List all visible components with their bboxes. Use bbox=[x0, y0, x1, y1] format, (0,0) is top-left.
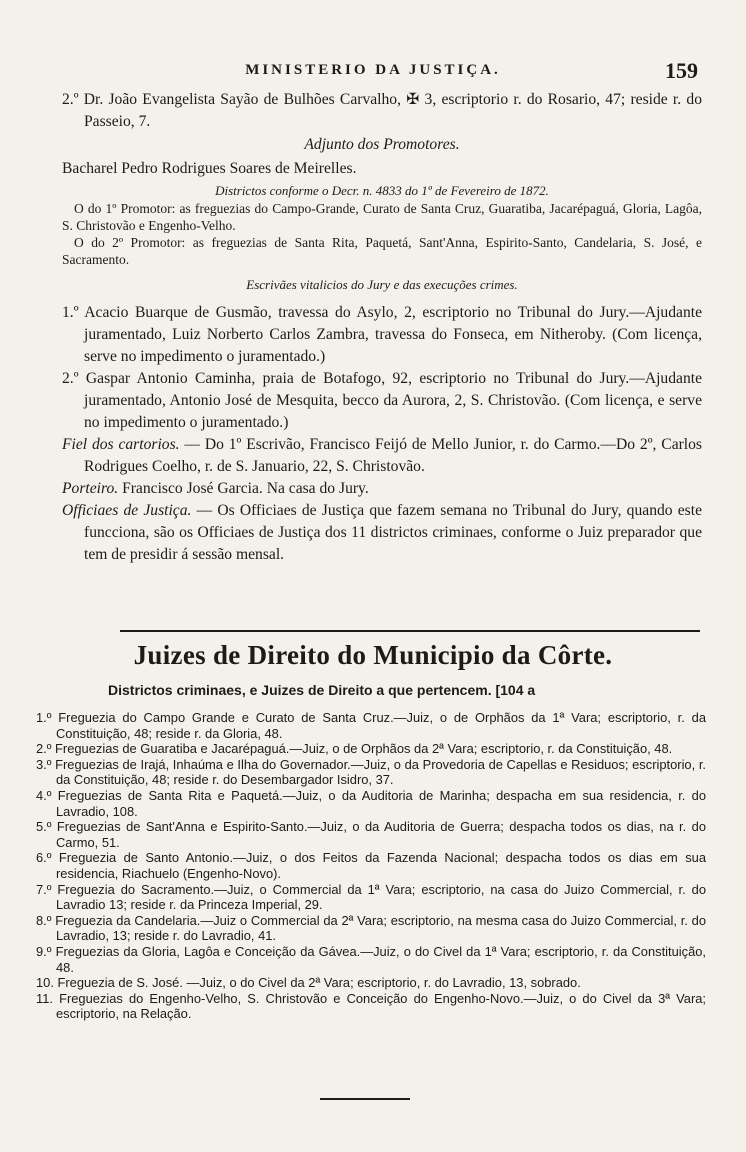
clerks-heading: Escrivães vitalicios do Jury e das execuções crimes. bbox=[246, 277, 518, 292]
archive-keeper-entry bbox=[62, 434, 702, 478]
district-item: 2.º Freguezias de Guaratiba e Jacarépaguá.—Juiz, o de Orphãos da 2ª Vara; escriptorio, r. da Constituição, 48. bbox=[36, 741, 673, 757]
running-title: MINISTERIO DA JUSTIÇA. bbox=[245, 62, 501, 78]
doorkeeper-text: Francisco José Garcia. Na casa do Jury. bbox=[118, 480, 369, 497]
court-officers-entry bbox=[62, 500, 702, 566]
district-item: 1.º Freguezia do Campo Grande e Curato de Santa Cruz.—Juiz, o de Orphãos da 1ª Vara; escriptorio, r. da Constituição, 48; reside r. da Gloria, 48. bbox=[36, 710, 706, 741]
district-item: 10. Freguezia de S. José. —Juiz, o do Civel da 2ª Vara; escriptorio, r. do Lavradio, 13, sobrado. bbox=[36, 975, 581, 991]
court-officers-text: — Os Officiaes de Justiça que fazem semana no Tribunal do Jury, quando este funcciona, são os Officiaes de Justiça dos 11 districtos criminaes, conforme o Juiz preparador que tem de presidir á sessão mensal. bbox=[84, 502, 702, 563]
promotor-entry-2: 2.º Dr. João Evangelista Sayão de Bulhões Carvalho, ✠ 3, escriptorio r. do Rosario, 47; reside r. do Passeio, 7. bbox=[62, 91, 702, 130]
clerk-entry-1: 1.º Acacio Buarque de Gusmão, travessa do Asylo, 2, escriptorio no Tribunal do Jury.—Ajudante juramentado, Luiz Norberto Carlos Zambra, travessa do Fonseca, em Nitheroby. (Com licença, serve no impedimento o juramentado.) bbox=[62, 304, 702, 365]
section-divider bbox=[120, 630, 700, 632]
promotor-1-districts: O do 1º Promotor: as freguezias do Campo-Grande, Curato de Santa Cruz, Guaratiba, Jacarépaguá, Gloria, Lagôa, S. Christovão e Engenho-Velho. bbox=[62, 201, 702, 233]
adjunct-heading: Adjunto dos Promotores. bbox=[304, 136, 460, 153]
adjunct-name: Bacharel Pedro Rodrigues Soares de Meirelles. bbox=[62, 160, 357, 177]
page-number: 159 bbox=[665, 58, 698, 83]
district-item: 5.º Freguezias de Sant'Anna e Espirito-Santo.—Juiz, o da Auditoria de Guerra; despacha todos os dias, na r. do Carmo, 51. bbox=[36, 819, 706, 850]
court-officers-label: Officiaes de Justiça. bbox=[62, 502, 192, 519]
judges-districts-list bbox=[36, 710, 706, 1022]
promotor-2-districts: O do 2º Promotor: as freguezias de Santa Rita, Paquetá, Sant'Anna, Espirito-Santo, Candelaria, S. José, e Sacramento. bbox=[62, 235, 702, 267]
district-item: 8.º Freguezia da Candelaria.—Juiz o Commercial da 2ª Vara; escriptorio, na mesma casa do Juizo Commercial, r. do Lavradio, 13; reside r. do Lavradio, 41. bbox=[36, 912, 706, 944]
doorkeeper-label: Porteiro. bbox=[62, 480, 119, 497]
archive-keeper-label: Fiel dos cartorios. bbox=[62, 436, 180, 453]
districts-note: Districtos conforme o Decr. n. 4833 do 1º de Fevereiro de 1872. bbox=[215, 183, 549, 198]
district-item: 4.º Freguezias de Santa Rita e Paquetá.—Juiz, o da Auditoria de Marinha; despacha em sua residencia, r. do Lavradio, 108. bbox=[36, 787, 706, 819]
doorkeeper-entry bbox=[62, 478, 702, 500]
running-head bbox=[0, 58, 746, 88]
end-rule bbox=[320, 1098, 410, 1100]
district-item: 6.º Freguezia de Santo Antonio.—Juiz, o dos Feitos da Fazenda Nacional; despacha todos os dias em sua residencia, Riachuelo (Engenho-Novo). bbox=[36, 850, 706, 881]
archive-keeper-text: — Do 1º Escrivão, Francisco Feijó de Mello Junior, r. do Carmo.—Do 2º, Carlos Rodrigues Coelho, r. de S. Januario, 22, S. Christovão. bbox=[84, 436, 703, 475]
prosecutors-section bbox=[62, 89, 702, 566]
district-item: 7.º Freguezia do Sacramento.—Juiz, o Commercial da 1ª Vara; escriptorio, na casa do Juizo Commercial, r. do Lavradio 13; reside r. da Princeza Imperial, 29. bbox=[36, 881, 706, 913]
section-heading: Juizes de Direito do Municipio da Côrte. bbox=[133, 640, 613, 670]
district-item: 9.º Freguezias da Gloria, Lagôa e Conceição da Gávea.—Juiz, o do Civel da 1ª Vara; escriptorio, r. da Constituição, 48. bbox=[36, 943, 706, 975]
district-item: 11. Freguezias do Engenho-Velho, S. Christovão e Conceição do Engenho-Novo.—Juiz, o do Civel da 3ª Vara; escriptorio, na Relação. bbox=[36, 990, 706, 1022]
clerk-entry-2: 2.º Gaspar Antonio Caminha, praia de Botafogo, 92, escriptorio no Tribunal do Jury.—Ajudante juramentado, Antonio José de Mesquita, becco da Aurora, 2, S. Christovão. (Com licença, e serve no impedimento o juramentado.) bbox=[62, 370, 702, 431]
district-item: 3.º Freguezias de Irajá, Inhaúma e Ilha do Governador.—Juiz, o da Provedoria de Capellas e Residuos; escriptorio, r. da Constituição, 48; reside r. do Desembargador Isidro, 37. bbox=[36, 756, 706, 788]
section-subheading: Districtos criminaes, e Juizes de Direito a que pertencem. [104 a bbox=[108, 682, 536, 698]
